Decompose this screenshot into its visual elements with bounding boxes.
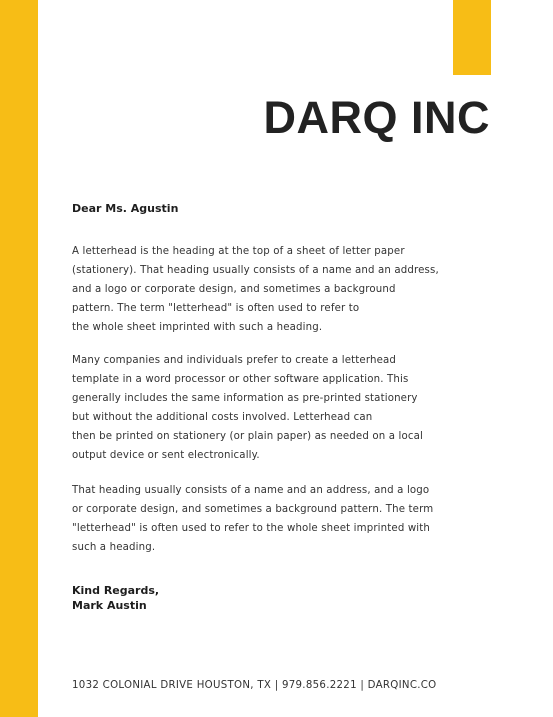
paragraph-line: That heading usually consists of a name and an address, and a logo (72, 485, 430, 496)
paragraph-line: Many companies and individuals prefer to create a letterhead (72, 355, 397, 366)
paragraph-line: but without the additional costs involved. Letterhead can (72, 412, 373, 423)
paragraph-line: pattern. The term "letterhead" is often used to refer to (72, 303, 360, 314)
paragraph-line: "letterhead" is often used to refer to the whole sheet imprinted with (72, 523, 431, 534)
closing-phrase: Kind Regards, (72, 584, 160, 597)
top-accent-block (453, 0, 491, 75)
body-paragraph-1 (72, 242, 439, 337)
paragraph-line: (stationery). That heading usually consists of a name and an address, (72, 265, 439, 276)
signature-name: Mark Austin (72, 599, 147, 612)
company-name: DARQ INC (263, 92, 490, 143)
paragraph-line: then be printed on stationery (or plain paper) as needed on a local (72, 431, 423, 442)
paragraph-line: and a logo or corporate design, and sometimes a background (72, 284, 396, 295)
paragraph-line: generally includes the same information as pre-printed stationery (72, 393, 418, 404)
paragraph-line: template in a word processor or other software application. This (72, 374, 409, 385)
footer-contact: 1032 COLONIAL DRIVE HOUSTON, TX | 979.856.2221 | DARQINC.CO (72, 680, 437, 691)
body-paragraph-3 (72, 481, 433, 557)
left-accent-bar (0, 0, 38, 717)
paragraph-line: or corporate design, and sometimes a background pattern. The term (72, 504, 434, 515)
paragraph-line: A letterhead is the heading at the top of a sheet of letter paper (72, 246, 405, 257)
paragraph-line: output device or sent electronically. (72, 450, 260, 461)
paragraph-line: such a heading. (72, 542, 156, 553)
body-paragraph-2 (72, 351, 423, 465)
paragraph-line: the whole sheet imprinted with such a heading. (72, 322, 323, 333)
salutation: Dear Ms. Agustin (72, 202, 179, 215)
closing-block (72, 583, 159, 613)
